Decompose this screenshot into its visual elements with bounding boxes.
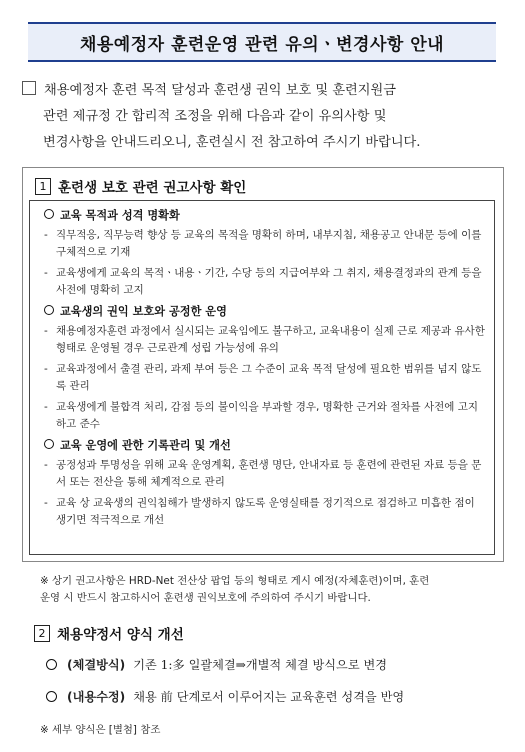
item-text: 기존 1:多 일괄체결⇒개별적 체결 방식으로 변경 xyxy=(133,658,388,672)
section-2-heading xyxy=(34,623,184,643)
section-1-heading xyxy=(35,176,246,196)
square-bullet-icon xyxy=(22,81,36,95)
section-1-title: 훈련생 보호 관련 권고사항 확인 xyxy=(58,180,247,196)
group-3-title: 교육 운영에 관한 기록관리 및 개선 xyxy=(44,437,486,453)
list-item: - 교육생에게 교육의 목적ㆍ내용ㆍ기간, 수당 등의 지급여부와 그 취지, 채용결정과의 관계 등을 사전에 명확히 고지 xyxy=(44,265,486,299)
section-2-item xyxy=(46,656,387,673)
group-2-title: 교육생의 권익 보호와 공정한 운영 xyxy=(44,303,486,319)
document-title: 채용예정자 훈련운영 관련 유의ㆍ변경사항 안내 xyxy=(79,34,445,55)
recommendations-box xyxy=(29,200,495,555)
section-2-title: 채용약정서 양식 개선 xyxy=(57,627,184,643)
item-text: 채용 前 단계로서 이루어지는 교육훈련 성격을 반영 xyxy=(133,690,405,704)
intro-line-1: 채용예정자 훈련 목적 달성과 훈련생 권익 보호 및 훈련지원금 xyxy=(44,83,397,98)
intro-paragraph xyxy=(22,78,504,156)
section-1-number: 1 xyxy=(35,178,51,195)
hrd-net-note xyxy=(40,573,500,607)
section-2-item xyxy=(46,688,404,705)
section-2-number: 2 xyxy=(34,625,50,642)
list-item: - 교육 상 교육생의 권익침해가 발생하지 않도록 운영실태를 정기적으로 점검하고 미흡한 점이 생기면 적극적으로 개선 xyxy=(44,495,486,529)
circle-bullet-icon xyxy=(46,691,57,702)
circle-bullet-icon xyxy=(44,209,54,219)
circle-bullet-icon xyxy=(44,305,54,315)
note-line-2: 운영 시 반드시 참고하시어 훈련생 권익보호에 주의하여 주시기 바랍니다. xyxy=(40,592,371,604)
list-item: - 교육과정에서 출결 관리, 과제 부여 등은 그 수준이 교육 목적 달성에 필요한 범위를 넘지 않도록 관리 xyxy=(44,361,486,395)
group-1-title: 교육 목적과 성격 명확화 xyxy=(44,207,486,223)
title-banner xyxy=(28,22,496,62)
note-line-1: ※ 상기 권고사항은 HRD-Net 전산상 팝업 등의 형태로 게시 예정(자체훈련)이며, 훈련 xyxy=(40,575,430,587)
section-1-box xyxy=(22,167,504,562)
list-item: - 직무적응, 직무능력 향상 등 교육의 목적을 명확히 하며, 내부지침, 채용공고 안내문 등에 이를 구체적으로 기재 xyxy=(44,227,486,261)
circle-bullet-icon xyxy=(46,659,57,670)
reference-note: ※ 세부 양식은 [별첨] 참조 xyxy=(40,724,161,736)
intro-line-3: 변경사항을 안내드리오니, 훈련실시 전 참고하여 주시기 바랍니다. xyxy=(43,135,421,150)
item-label: (내용수정) xyxy=(67,690,126,704)
item-label: (체결방식) xyxy=(67,658,126,672)
circle-bullet-icon xyxy=(44,439,54,449)
list-item: - 교육생에게 불합격 처리, 감점 등의 불이익을 부과할 경우, 명확한 근거와 절차를 사전에 고지하고 준수 xyxy=(44,399,486,433)
list-item: - 공정성과 투명성을 위해 교육 운영계획, 훈련생 명단, 안내자료 등 훈련에 관련된 자료 등을 문서 또는 전산을 통해 체계적으로 관리 xyxy=(44,457,486,491)
list-item: - 채용예정자훈련 과정에서 실시되는 교육임에도 불구하고, 교육내용이 실제 근로 제공과 유사한 형태로 운영될 경우 근로관계 성립 가능성에 유의 xyxy=(44,323,486,357)
intro-line-2: 관련 제규정 간 합리적 조정을 위해 다음과 같이 유의사항 및 xyxy=(43,109,387,124)
